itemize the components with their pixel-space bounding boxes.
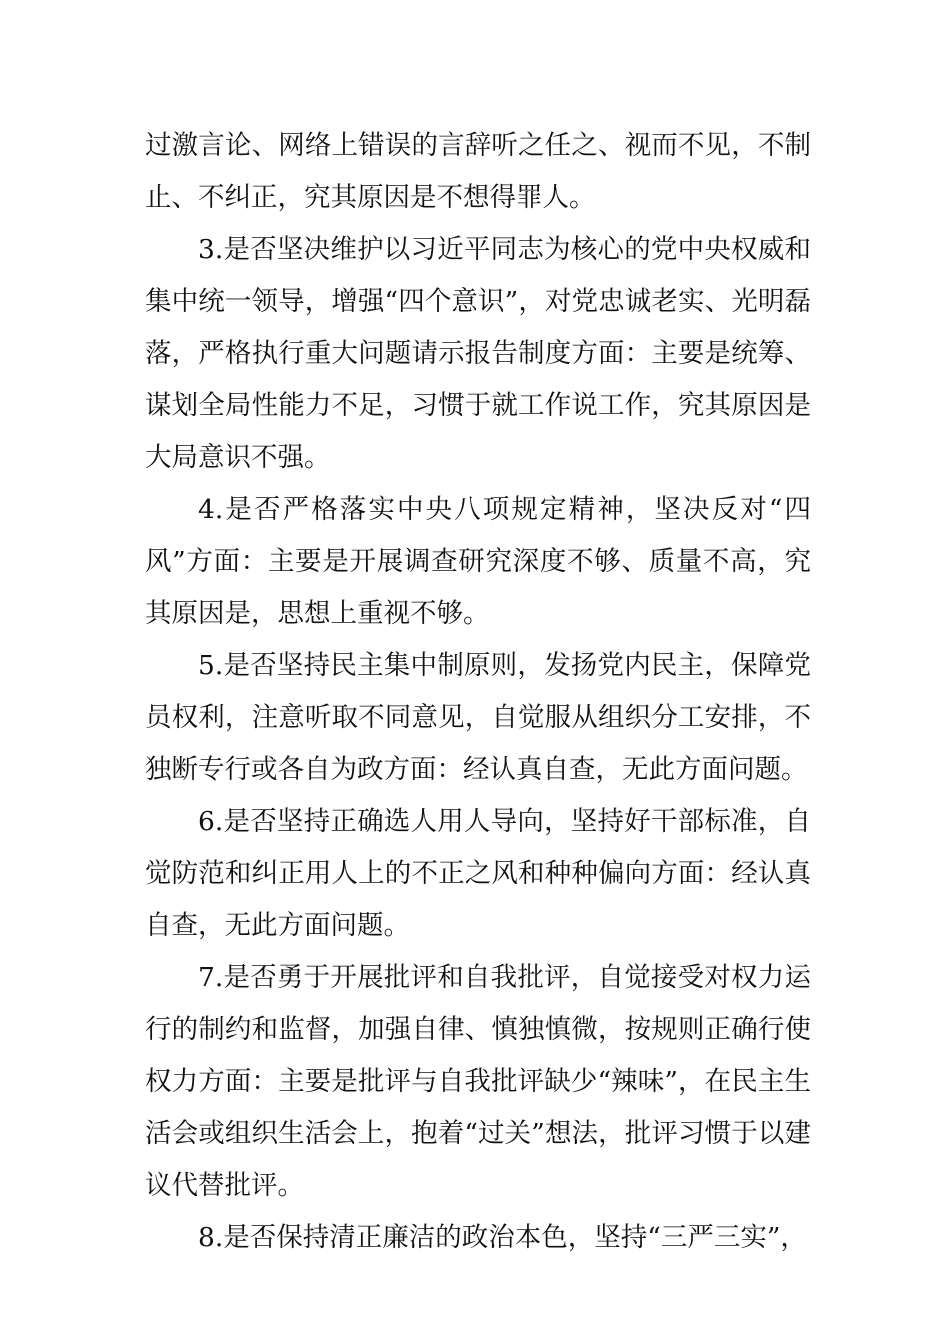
item-paragraph-5: 5.是否坚持民主集中制原则，发扬党内民主，保障党员权利，注意听取不同意见，自觉服从组织分工安排，不独断专行或各自为政方面：经认真自查，无此方面问题。	[145, 650, 811, 785]
continuation-paragraph: 过激言论、网络上错误的言辞听之任之、视而不见，不制止、不纠正，究其原因是不想得罪人。	[145, 130, 811, 213]
item-paragraph-4: 4.是否严格落实中央八项规定精神，坚决反对“四风”方面：主要是开展调查研究深度不够、质量不高，究其原因是，思想上重视不够。	[145, 494, 811, 629]
item-paragraph-6: 6.是否坚持正确选人用人导向，坚持好干部标准，自觉防范和纠正用人上的不正之风和种种偏向方面：经认真自查，无此方面问题。	[145, 806, 811, 941]
item-paragraph-7: 7.是否勇于开展批评和自我批评，自觉接受对权力运行的制约和监督，加强自律、慎独慎微，按规则正确行使权力方面：主要是批评与自我批评缺少“辣味”，在民主生活会或组织生活会上，抱着“过关”想法，批评习惯于以建议代替批评。	[145, 962, 811, 1201]
item-paragraph-8: 8.是否保持清正廉洁的政治本色，坚持“三严三实”，	[198, 1222, 807, 1253]
item-paragraph-3: 3.是否坚决维护以习近平同志为核心的党中央权威和集中统一领导，增强“四个意识”，对党忠诚老实、光明磊落，严格执行重大问题请示报告制度方面：主要是统筹、谋划全局性能力不足，习惯于就工作说工作，究其原因是大局意识不强。	[145, 234, 811, 473]
document-body	[145, 120, 811, 1264]
